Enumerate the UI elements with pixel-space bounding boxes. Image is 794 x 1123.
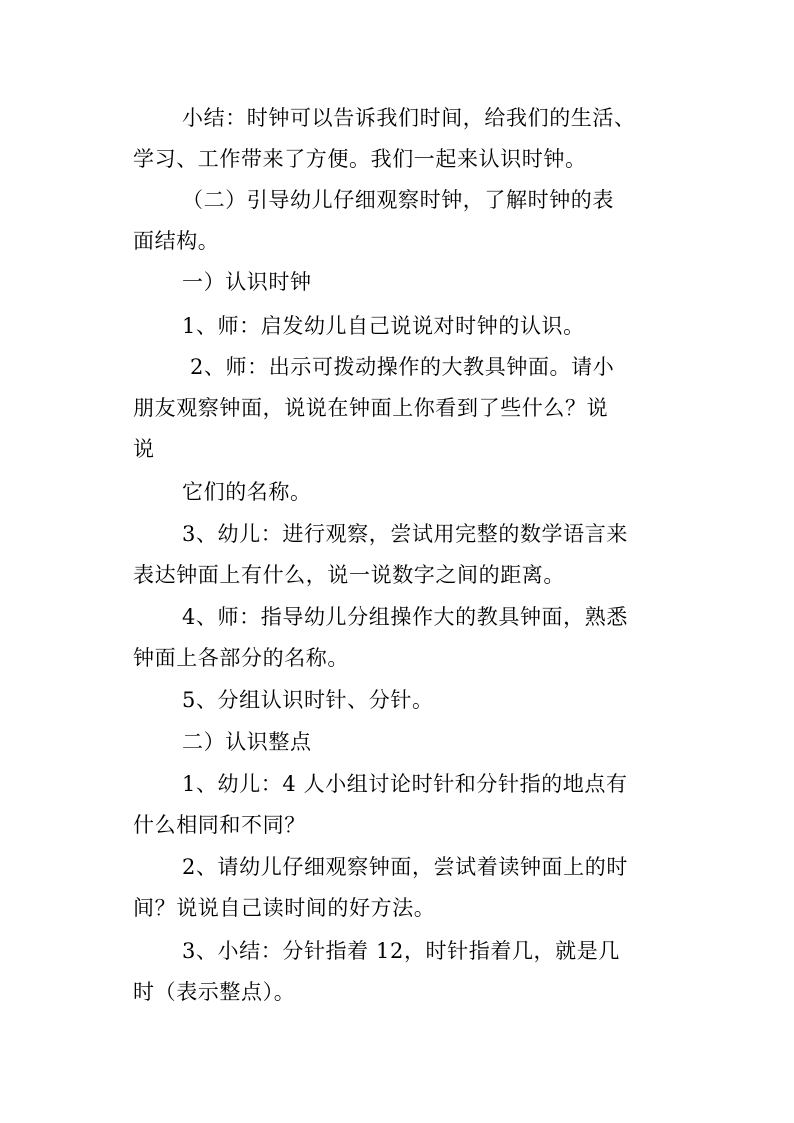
text-line-item-6-a: 1、幼儿：4 人小组讨论时针和分针指的地点有 <box>182 772 628 796</box>
text-line-item-1: 1、师：启发幼儿自己说说对时钟的认识。 <box>182 314 585 338</box>
text-line-summary-1: 小结：时钟可以告诉我们时间，给我们的生活、 <box>182 106 636 130</box>
text-line-item-2-b: 朋友观察钟面，说说在钟面上你看到了些什么？说 <box>133 396 609 420</box>
text-line-item-2-d: 它们的名称。 <box>182 480 312 504</box>
text-line-item-2-a: 2、师：出示可拨动操作的大教具钟面。请小 <box>190 355 615 379</box>
text-line-summary-2: 学习、工作带来了方便。我们一起来认识时钟。 <box>133 147 587 171</box>
text-line-section-2-title-2: 面结构。 <box>133 229 220 253</box>
text-line-item-7-a: 2、请幼儿仔细观察钟面，尝试着读钟面上的时 <box>182 855 628 879</box>
text-line-subheading-2: 二）认识整点 <box>182 730 312 754</box>
text-line-item-6-b: 什么相同和不同？ <box>133 813 306 837</box>
text-line-item-3-b: 表达钟面上有什么，说一说数字之间的距离。 <box>133 563 565 587</box>
text-line-item-4-a: 4、师：指导幼儿分组操作大的教具钟面，熟悉 <box>182 605 628 629</box>
text-line-item-8-b: 时（表示整点）。 <box>133 980 296 1004</box>
text-line-item-3-a: 3、幼儿：进行观察，尝试用完整的数学语言来 <box>182 522 628 546</box>
text-line-item-8-a: 3、小结：分针指着 12，时针指着几，就是几 <box>182 939 620 963</box>
text-line-item-4-b: 钟面上各部分的名称。 <box>133 646 349 670</box>
text-line-item-7-b: 间？说说自己读时间的好方法。 <box>133 896 436 920</box>
text-line-item-5: 5、分组认识时针、分针。 <box>182 688 434 712</box>
text-line-section-2-title-1: （二）引导幼儿仔细观察时钟，了解时钟的表 <box>182 188 614 212</box>
text-line-item-2-c: 说 <box>133 437 155 461</box>
text-line-subheading-1: 一）认识时钟 <box>182 270 312 294</box>
